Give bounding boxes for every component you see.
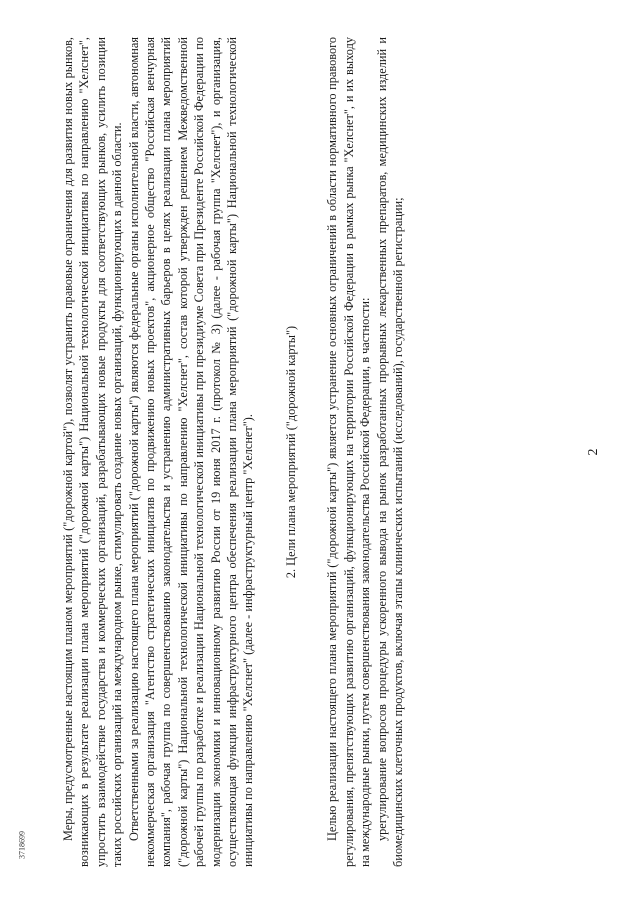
paragraph-regulation: урегулирование вопросов процедуры ускоренного вывода на рынок разработанных прорывных лекарственных препаратов, медицинских изделий и биомедицинских клеточных продуктов, включая этапы клинических испытаний (исследований), государственной регистрации; xyxy=(374,37,405,867)
paragraph-goal: Целью реализации настоящего плана мероприятий ("дорожной карты") является устранение основных ограничений в области нормативного правового регулирования, препятствующих развитию организаций, функционирующих на территории Российской Федерации в рамках рынка "Хелснет", и их выходу на международные рынки, путем совершенствования законодательства Российской Федерации, в частности: xyxy=(325,37,373,867)
section-heading: 2. Цели плана мероприятий ("дорожной карты") xyxy=(283,325,298,579)
paragraph-measures: Меры, предусмотренные настоящим планом мероприятий ("дорожной картой"), позволят устранить правовые ограничения для развития новых рынков, возникающих в результате реализации плана мероприятий ("дорожной карты") Национальной технологической инициативы по направлению "Хелснет", упростить взаимодействие государства и коммерческих организаций, разрабатывающих новые продукты для соответствующих рынков, усилить позиции таких российских организаций на международном рынке, стимулировать создание новых организаций, функционирующих в данной области. xyxy=(61,37,125,867)
document-body xyxy=(60,37,580,867)
document-code: 3718699 xyxy=(17,831,27,859)
paragraph-responsible: Ответственными за реализацию настоящего плана мероприятий ("дорожной карты") являются федеральные органы исполнительной власти, автономная некоммерческая организация "Агентство стратегических инициатив по продвижению новых проектов", акционерное общество "Российская венчурная компания", рабочая группа по совершенствованию законодательства и устранению административных барьеров в целях реализации плана мероприятий ("дорожной карты") Национальной технологической инициативы по направлению "Хелснет", состав которой утвержден решением Межведомственной рабочей группы по разработке и реализации Национальной технологической инициативы при президиуме Совета при Президенте Российской Федерации по модернизации экономики и инновационному развитию России от 19 июня 2017 г. (протокол № 3) (далее - рабочая группа "Хелснет"), и организация, осуществляющая функции инфраструктурного центра обеспечения реализации плана мероприятий ("дорожной карты") Национальной технологической инициативы по направлению "Хелснет" (далее - инфраструктурный центр "Хелснет"). xyxy=(126,37,256,867)
page-number: 2 xyxy=(586,448,601,456)
